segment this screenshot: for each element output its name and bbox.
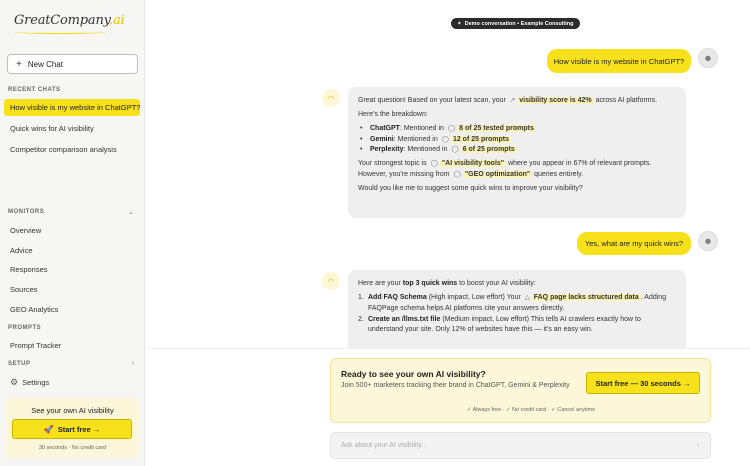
recent-chat-item[interactable]: Quick wins for AI visibility bbox=[10, 124, 94, 133]
sidebar-item-advice[interactable]: Advice bbox=[10, 246, 33, 255]
new-chat-button[interactable] bbox=[7, 54, 138, 74]
sidebar bbox=[0, 0, 145, 466]
assistant-avatar-icon: ◠ bbox=[322, 89, 340, 107]
chat-icon: ◯ bbox=[441, 135, 449, 143]
demo-badge-label: Demo conversation • Example Consulting bbox=[464, 20, 574, 27]
promo-footnote: 30 seconds · No credit card bbox=[38, 445, 107, 451]
setup-heading[interactable]: SETUP bbox=[8, 361, 31, 367]
recent-chat-item[interactable]: How visible is my website in ChatGPT? bbox=[4, 99, 140, 116]
signup-cta-card bbox=[330, 358, 711, 423]
promo-title: See your own AI visibility bbox=[31, 406, 114, 415]
logo[interactable]: GreatCompany.ai bbox=[14, 13, 125, 28]
new-chat-label: New Chat bbox=[27, 59, 63, 69]
cta-start-free-button[interactable]: Start free — 30 seconds → bbox=[586, 372, 700, 394]
chat-input-placeholder: Ask about your AI visibility... bbox=[341, 442, 428, 449]
monitors-heading[interactable]: MONITORS bbox=[8, 209, 45, 215]
chat-icon: ◯ bbox=[451, 146, 459, 154]
sidebar-promo bbox=[6, 398, 139, 458]
assistant-message: Great question! Based on your latest scan, your ↗ visibility score is 42% across AI platforms. Here's the breakdown: • ChatGPT: Mentioned in ◯ 8 of 25 tested prompts • Gemini: Mentioned in ◯ 12 of 25 prompts • Perplexity: Mentioned in ◯ 6 of 25 prompts Your strongest topic is ◯ "AI visibility tools" where you appear in 67% of relevant prompts. However, you're missing from ◯ "GEO optimization" queries entirely. Would you like me to suggest some quick wins to improve your visibility? bbox=[348, 87, 686, 218]
cta-description: Join 500+ marketers tracking their brand in ChatGPT, Gemini & Perplexity bbox=[341, 382, 570, 389]
sidebar-item-prompt-tracker[interactable]: Prompt Tracker bbox=[10, 341, 62, 350]
sidebar-item-overview[interactable]: Overview bbox=[10, 226, 42, 235]
logo-underline bbox=[14, 30, 106, 34]
user-avatar-icon: ☻ bbox=[698, 48, 718, 68]
sidebar-item-settings[interactable] bbox=[4, 374, 140, 391]
assistant-avatar-icon: ◠ bbox=[322, 272, 340, 290]
demo-badge bbox=[451, 18, 580, 29]
recent-chats-heading: RECENT CHATS bbox=[8, 87, 61, 93]
cta-title: Ready to see your own AI visibility? bbox=[341, 369, 486, 379]
send-icon[interactable]: ↑ bbox=[696, 441, 700, 450]
sparkle-icon: ✦ bbox=[457, 20, 462, 27]
start-free-button[interactable] bbox=[12, 419, 132, 439]
assistant-message: Here are your top 3 quick wins to boost your AI visibility: 1. Add FAQ Schema (High impact, Low effort) Your △ FAQ page lacks structured data . Adding FAQPage schema helps AI platforms cite your answers directly. 2. Create an /llms.txt file (Medium impact, Low effort) This tells AI crawlers exactly how to understand your site. Only 12% of websites have this — it's an easy win. bbox=[348, 270, 686, 360]
settings-label: Settings bbox=[22, 378, 50, 387]
sidebar-item-geo-analytics[interactable]: GEO Analytics bbox=[10, 305, 59, 314]
chat-input[interactable] bbox=[330, 432, 711, 459]
chat-main bbox=[146, 0, 750, 466]
plus-icon: + bbox=[16, 58, 22, 70]
sidebar-item-sources[interactable]: Sources bbox=[10, 285, 38, 294]
chevron-down-icon[interactable]: ⌄ bbox=[128, 209, 134, 216]
cta-footnote: ✓ Always free · ✓ No credit card · ✓ Cancel anytime bbox=[466, 407, 596, 413]
chat-icon: ◯ bbox=[453, 171, 461, 179]
chevron-right-icon[interactable]: › bbox=[131, 360, 134, 367]
chat-icon: ◯ bbox=[447, 124, 456, 132]
prompts-heading: PROMPTS bbox=[8, 325, 42, 331]
sidebar-item-responses[interactable]: Responses bbox=[10, 265, 48, 274]
gear-icon: ⚙ bbox=[10, 377, 19, 387]
start-free-label: Start free → bbox=[57, 424, 101, 434]
user-avatar-icon: ☻ bbox=[698, 231, 718, 251]
warning-icon: △ bbox=[524, 293, 530, 301]
user-message: How visible is my website in ChatGPT? bbox=[547, 49, 691, 73]
chat-icon: ◯ bbox=[430, 160, 438, 168]
trend-icon: ↗ bbox=[509, 97, 516, 104]
recent-chat-item[interactable]: Competitor comparison analysis bbox=[10, 145, 117, 154]
rocket-icon: 🚀 bbox=[43, 424, 54, 434]
user-message: Yes, what are my quick wins? bbox=[577, 232, 691, 255]
